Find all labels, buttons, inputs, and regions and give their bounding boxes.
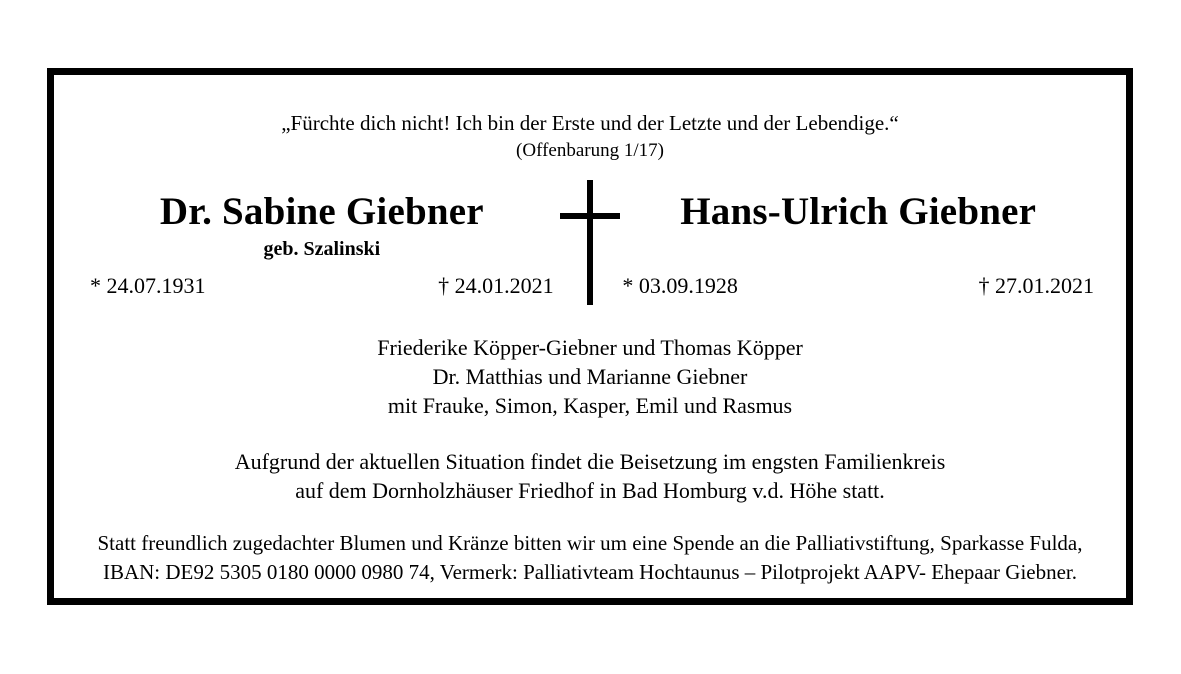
person-name-right: Hans-Ulrich Giebner [680, 190, 1037, 234]
bible-verse: „Fürchte dich nicht! Ich bin der Erste und der Letzte und der Lebendige.“ [281, 111, 899, 135]
death-date-left: † 24.01.2021 [438, 272, 554, 298]
funeral-notice [235, 447, 946, 506]
cross-horizontal-bar [560, 213, 620, 219]
donation-notice-line: Statt freundlich zugedachter Blumen und Kränze bitten wir um eine Spende an die Palliativstiftung, Sparkasse Fulda, [97, 531, 1083, 556]
person-dates-right [620, 273, 1096, 299]
funeral-notice-line: Aufgrund der aktuellen Situation findet die Beisetzung im engsten Familienkreis [234, 448, 946, 474]
donation-notice [97, 529, 1082, 586]
person-maiden-name-left: geb. Szalinski [263, 237, 381, 260]
person-block-left [84, 192, 560, 299]
person-dates-left [84, 273, 560, 299]
person-name-left: Dr. Sabine Giebner [159, 190, 484, 234]
person-block-right [620, 192, 1096, 299]
obituary-card [47, 68, 1133, 605]
cross-vertical-bar [587, 180, 593, 305]
birth-date-right: * 03.09.1928 [622, 272, 738, 298]
bible-verse-reference: (Offenbarung 1/17) [516, 140, 664, 162]
funeral-notice-line: auf dem Dornholzhäuser Friedhof in Bad Homburg v.d. Höhe statt. [295, 477, 885, 503]
family-line: mit Frauke, Simon, Kasper, Emil und Rasmus [387, 393, 793, 419]
family-list [377, 333, 803, 421]
cross-icon [560, 180, 620, 305]
death-date-right: † 27.01.2021 [978, 272, 1094, 298]
obituary-card-inner [54, 75, 1126, 598]
donation-notice-line: IBAN: DE92 5305 0180 0000 0980 74, Vermerk: Palliativteam Hochtaunus – Pilotprojekt AAPV- Ehepaar Giebner. [102, 559, 1078, 584]
birth-date-left: * 24.07.1931 [90, 272, 206, 298]
names-row [84, 192, 1096, 299]
family-line: Friederike Köpper-Giebner und Thomas Köpper [377, 334, 803, 360]
family-line: Dr. Matthias und Marianne Giebner [432, 364, 748, 390]
